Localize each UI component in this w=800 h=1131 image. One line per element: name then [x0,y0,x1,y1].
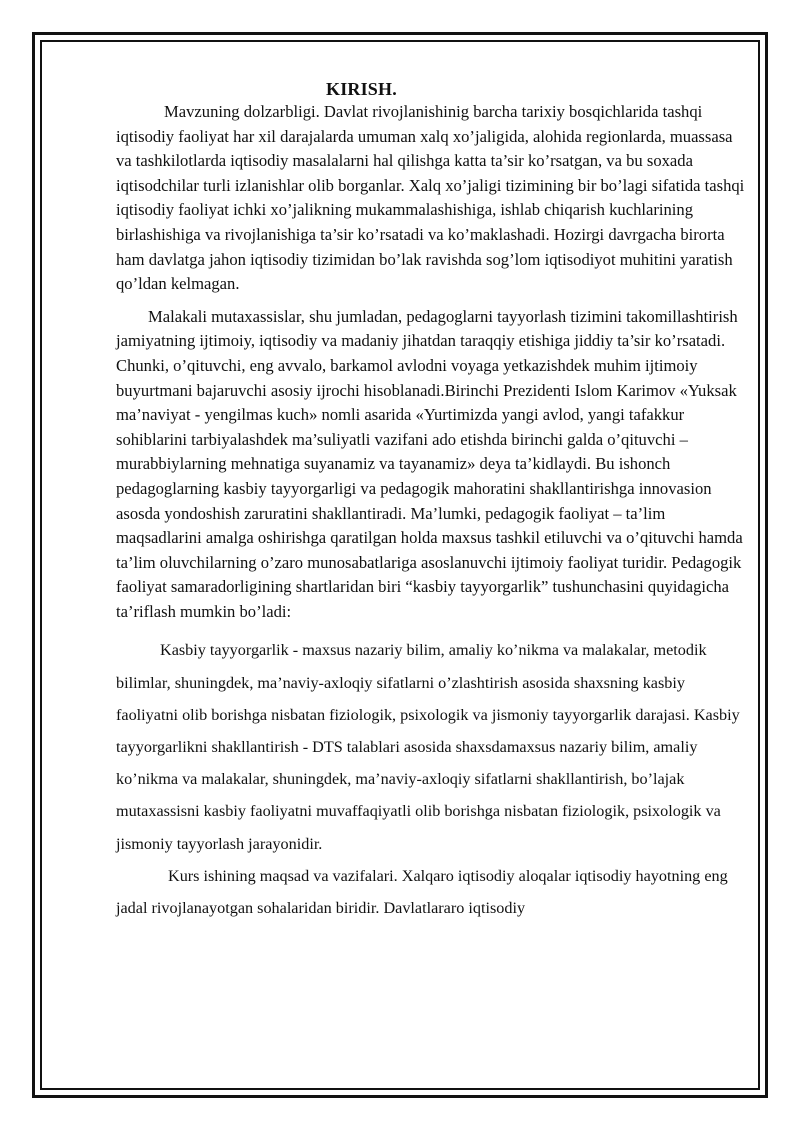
paragraph-specialists: Malakali mutaxassislar, shu jumladan, pedagoglarni tayyorlash tizimini takomillashtirish jamiyatning ijtimoiy, iqtisodiy va madaniy jihatdan taraqqiy etishiga jiddiy ta’sir ko’rsatadi. Chunki, o’qituvchi, eng avvalo, barkamol avlodni voyaga yetkazishdek muhim ijtimoiy buyurtmani bajaruvchi asosiy ijrochi hisoblanadi.Birinchi Prezidenti Islom Karimov «Yuksak ma’naviyat - yengilmas kuch» nomli asarida «Yurtimizda yangi avlod, yangi tafakkur sohiblarini tarbiyalashdek ma’suliyatli vazifani ado etishda birinchi galda o’qituvchi – murabbiylarning mehnatiga suyanamiz va tayanamiz» deya ta’kidlaydi. Bu ishonch pedagoglarning kasbiy tayyorgarligi va pedagogik mahoratini shakllantirishga innovasion asosda yondoshish zaruratini shakllantiradi. Ma’lumki, pedagogik faoliyat – ta’lim maqsadlarini amalga oshirishga qaratilgan holda maxsus tashkil etiluvchi va o’qituvchi hamda ta’lim oluvchilarning o’zaro munosabatlariga asoslanuvchi ijtimoiy faoliyat turidir. Pedagogik faoliyat samaradorligining shartlaridan biri “kasbiy tayyorgarlik” tushunchasini quyidagicha ta’riflash mumkin bo’ladi: [116,306,743,621]
paragraph-goals: Kurs ishining maqsad va vazifalari. Xalqaro iqtisodiy aloqalar iqtisodiy hayotning eng jadal rivojlanayotgan sohalaridan biridir. Davlatlararo iqtisodiy [116,866,728,918]
paragraph-relevance: Mavzuning dolzarbligi. Davlat rivojlanishinig barcha tarixiy bosqichlarida tashqi iqtisodiy faoliyat har xil darajalarda umuman xalq xo’jaligida, alohida regionlarda, muassasa va tashkilotlarda iqtisodiy masalalarni hal qilishga katta ta’sir ko’rsatgan, va bu soxada iqtisodchilar turli izlanishlar olib borganlar. Xalq xo’jaligi tizimining bir bo’lagi sifatida tashqi iqtisodiy faoliyat ichki xo’jalikning mukammalashishiga, ishlab chiqarish kuchlarining birlashishiga va rivojlanishiga ta’sir ko’rsatadi va ko’maklashadi. Hozirgi davrgacha birorta ham davlatga jahon iqtisodiy tizimidan bo’lak ravishda sog’lom iqtisodiyot muhitini yaratish qo’ldan kelmagan. [116,102,745,294]
section-title: KIRISH. [326,79,397,99]
paragraph-definition: Kasbiy tayyorgarlik - maxsus nazariy bilim, amaliy ko’nikma va malakalar, metodik bilimlar, shuningdek, ma’naviy-axloqiy sifatlarni o’zlashtirish asosida shaxsning kasbiy faoliyatni olib borishga nisbatan fiziologik, psixologik va jismoniy tayyorgarlik darajasi. Kasbiy tayyorgarlikni shakllantirish - DTS talablari asosida shaxsdamaxsus nazariy bilim, amaliy ko’nikma va malakalar, shuningdek, ma’naviy-axloqiy sifatlarni shakllantirish, bo’lajak mutaxassisni kasbiy faoliyatni muvaffaqiyatli olib borishga nisbatan fiziologik, psixologik va jismoniy tayyorlash jarayonidir. [116,641,740,853]
document-body [116,70,746,924]
